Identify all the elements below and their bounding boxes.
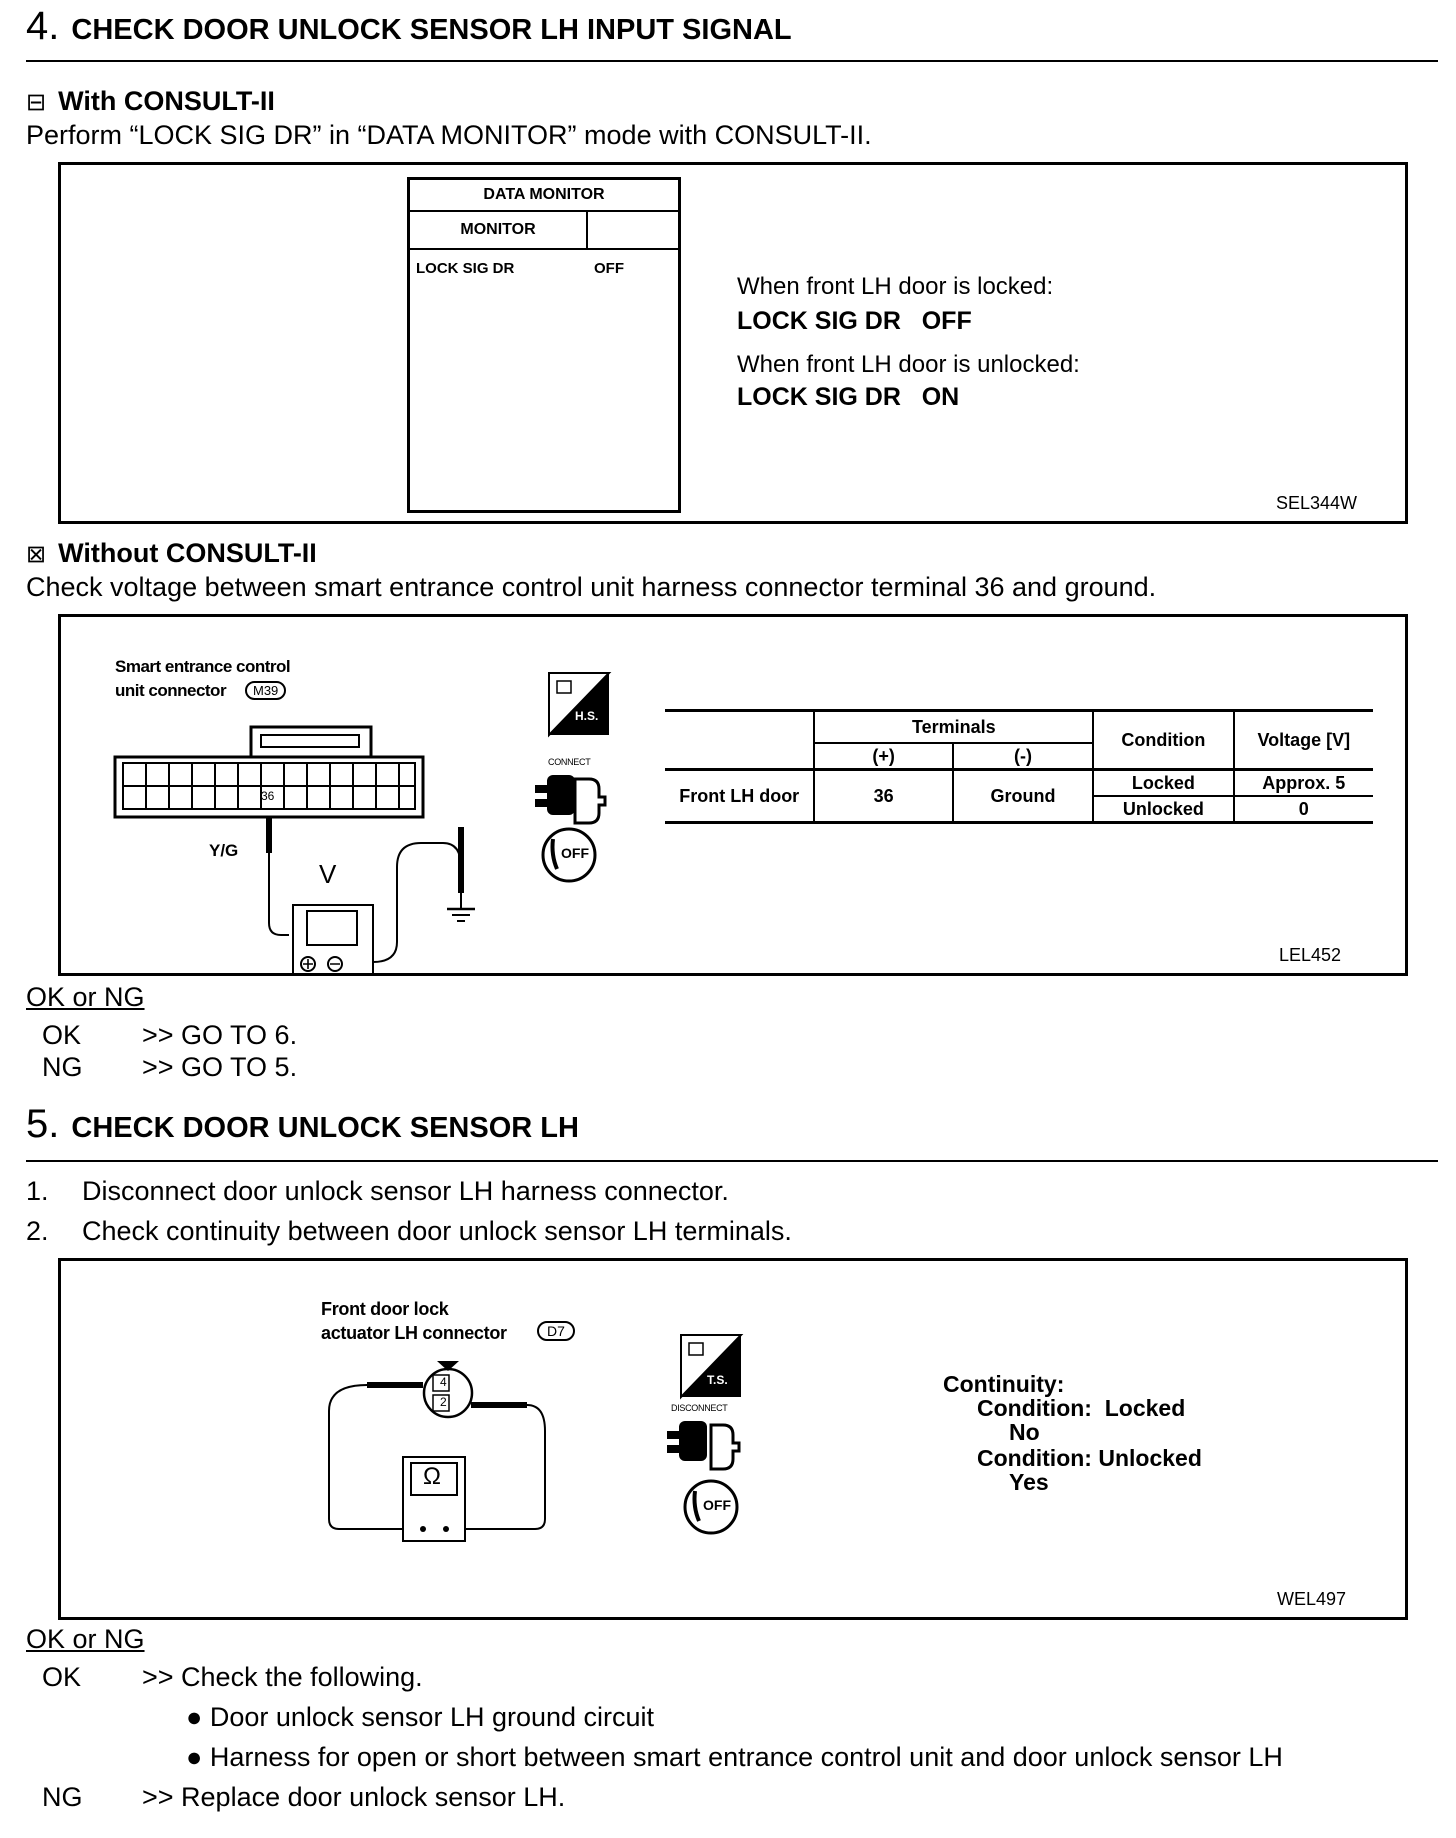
data-monitor-value: OFF bbox=[594, 260, 624, 277]
continuity-diagram bbox=[61, 1261, 1405, 1617]
connector-id-m39: M39 bbox=[245, 681, 286, 700]
figure-continuity-check bbox=[58, 1258, 1408, 1620]
td-condition-locked: Locked bbox=[1093, 770, 1233, 797]
figure-code-lel452: LEL452 bbox=[1279, 945, 1342, 965]
connector-label-1: Smart entrance control bbox=[115, 657, 291, 676]
ts-icon: T.S. bbox=[707, 1373, 728, 1387]
step5-step1-num: 1. bbox=[26, 1176, 49, 1206]
terminal-2-label: 2 bbox=[440, 1395, 447, 1409]
ohmmeter-label: Ω bbox=[423, 1463, 441, 1490]
th-condition: Condition bbox=[1093, 711, 1233, 770]
step5-ng-action: >> Replace door unlock sensor LH. bbox=[142, 1782, 566, 1812]
step4-number: 4. bbox=[26, 4, 60, 48]
step5-ok-label: OK bbox=[42, 1662, 82, 1692]
terminal-4-label: 4 bbox=[440, 1375, 447, 1389]
continuity-cond1: Condition: Locked bbox=[977, 1395, 1186, 1421]
td-row-label: Front LH door bbox=[665, 770, 814, 823]
step5-ok-action: >> Check the following. bbox=[142, 1662, 423, 1692]
voltmeter-label: V bbox=[319, 859, 337, 889]
continuity-res1: No bbox=[1009, 1419, 1040, 1445]
terminal-36-label: 36 bbox=[261, 789, 275, 803]
figure-code-wel497: WEL497 bbox=[1277, 1589, 1347, 1609]
bullet-1-text: Door unlock sensor LH ground circuit bbox=[209, 1702, 655, 1732]
step4-okng-heading: OK or NG bbox=[26, 982, 145, 1012]
note-locked-result: LOCK SIG DR OFF bbox=[737, 307, 972, 335]
step5-title-text: CHECK DOOR UNLOCK SENSOR LH bbox=[71, 1112, 579, 1144]
data-monitor-screen bbox=[407, 177, 681, 513]
data-monitor-column-row bbox=[410, 212, 678, 250]
td-voltage-locked: Approx. 5 bbox=[1234, 770, 1373, 797]
with-consult-heading-text: With CONSULT-II bbox=[58, 86, 275, 116]
figure-voltage-check bbox=[58, 614, 1408, 976]
no-consult-icon: ⊠ bbox=[26, 541, 47, 568]
td-condition-unlocked: Unlocked bbox=[1093, 796, 1233, 823]
th-voltage: Voltage [V] bbox=[1234, 711, 1373, 770]
step4-rule bbox=[26, 60, 1438, 62]
continuity-title: Continuity: bbox=[943, 1371, 1065, 1397]
voltage-spec-table bbox=[665, 709, 1373, 824]
with-consult-heading bbox=[26, 86, 275, 117]
note-unlocked-condition: When front LH door is unlocked: bbox=[737, 351, 1080, 378]
step5-number: 5. bbox=[26, 1102, 60, 1146]
step4-ng-action: >> GO TO 5. bbox=[142, 1052, 298, 1082]
step5-ng-label: NG bbox=[42, 1782, 83, 1812]
consult-icon: ⊟ bbox=[26, 89, 47, 116]
without-consult-heading-text: Without CONSULT-II bbox=[58, 538, 317, 568]
figure-data-monitor bbox=[58, 162, 1408, 524]
step4-title-text: CHECK DOOR UNLOCK SENSOR LH INPUT SIGNAL bbox=[71, 14, 792, 46]
step5-step1-text: Disconnect door unlock sensor LH harness connector. bbox=[82, 1176, 729, 1206]
data-monitor-header: DATA MONITOR bbox=[410, 180, 678, 212]
th-minus: (-) bbox=[953, 743, 1093, 770]
step4-ng-label: NG bbox=[42, 1052, 83, 1082]
without-consult-heading bbox=[26, 538, 317, 569]
note-locked-condition: When front LH door is locked: bbox=[737, 273, 1054, 300]
step5-step2-num: 2. bbox=[26, 1216, 49, 1246]
d7-label-1: Front door lock bbox=[321, 1299, 449, 1319]
step5-bullet-2 bbox=[186, 1742, 1283, 1773]
continuity-res2: Yes bbox=[1009, 1469, 1049, 1495]
td-voltage-unlocked: 0 bbox=[1234, 796, 1373, 823]
d7-label-2: actuator LH connector bbox=[321, 1323, 507, 1343]
key-off-icon-2: OFF bbox=[703, 1497, 731, 1513]
step5-bullet-1 bbox=[186, 1702, 654, 1733]
step5-title bbox=[26, 1102, 579, 1147]
key-off-icon: OFF bbox=[561, 845, 589, 861]
wire-color-label: Y/G bbox=[209, 841, 239, 860]
bullet-icon: ● bbox=[186, 1702, 203, 1732]
data-monitor-item: LOCK SIG DR bbox=[416, 260, 515, 277]
step5-rule bbox=[26, 1160, 1438, 1162]
disconnect-icon: DISCONNECT bbox=[671, 1403, 728, 1413]
td-minus: Ground bbox=[953, 770, 1093, 823]
step5-step2-text: Check continuity between door unlock sensor LH terminals. bbox=[82, 1216, 792, 1246]
connector-label-2: unit connector bbox=[115, 681, 227, 700]
step5-okng-heading: OK or NG bbox=[26, 1624, 145, 1654]
step4-title bbox=[26, 4, 792, 49]
with-consult-instruction: Perform “LOCK SIG DR” in “DATA MONITOR” mode with CONSULT-II. bbox=[26, 120, 872, 150]
step4-ok-action: >> GO TO 6. bbox=[142, 1020, 298, 1050]
data-monitor-column: MONITOR bbox=[410, 212, 588, 248]
bullet-2-text: Harness for open or short between smart entrance control unit and door unlock sensor LH bbox=[209, 1742, 1283, 1772]
connect-icon: CONNECT bbox=[548, 757, 591, 767]
td-plus: 36 bbox=[814, 770, 952, 823]
figure-code-sel344w: SEL344W bbox=[1276, 493, 1358, 513]
th-terminals: Terminals bbox=[814, 711, 1093, 744]
continuity-cond2: Condition: Unlocked bbox=[977, 1445, 1202, 1471]
bullet-icon: ● bbox=[186, 1742, 203, 1772]
connector-id-d7: D7 bbox=[537, 1321, 575, 1341]
hs-icon: H.S. bbox=[575, 709, 599, 723]
note-unlocked-result: LOCK SIG DR ON bbox=[737, 383, 960, 411]
without-consult-instruction: Check voltage between smart entrance control unit harness connector terminal 36 and ground. bbox=[26, 572, 1157, 602]
th-plus: (+) bbox=[814, 743, 952, 770]
step4-ok-label: OK bbox=[42, 1020, 82, 1050]
